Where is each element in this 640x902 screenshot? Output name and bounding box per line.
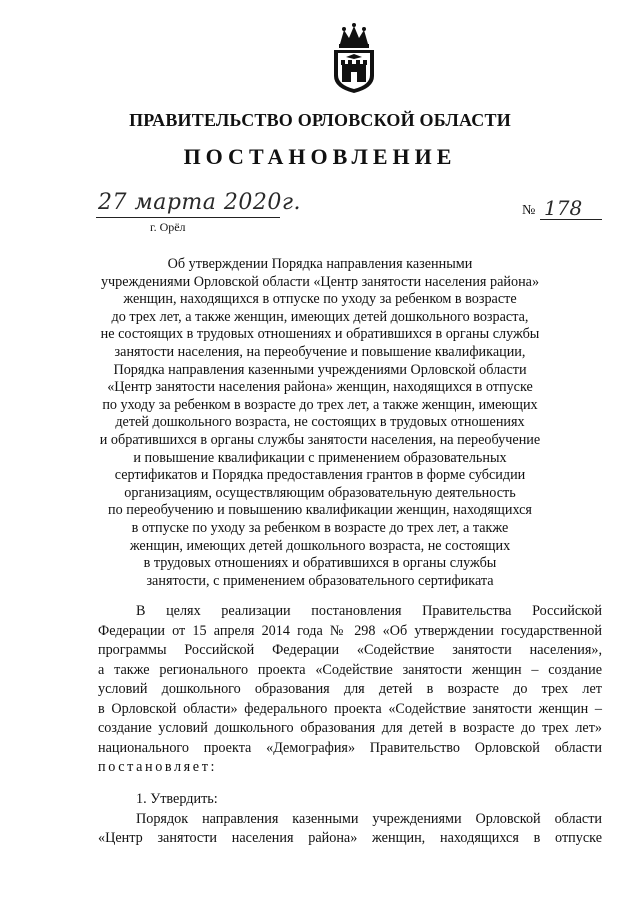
subject-line: организациям, осуществляющим образовательную деятельность [124, 484, 516, 501]
coat-of-arms-emblem [330, 22, 378, 94]
subject-line: «Центр занятости населения района» женщин, находящихся в отпуске [107, 379, 533, 396]
preamble-line: программы Российской Федерации «Содействие занятости населения», [98, 642, 602, 658]
preamble-paragraph [98, 602, 602, 778]
city-label: г. Орёл [150, 220, 186, 234]
subject-line: учреждениями Орловской области «Центр занятости населения района» [100, 273, 540, 290]
subject-line: женщин, находящихся в отпуске по уходу за ребенком в возрасте [123, 291, 517, 308]
document-type-heading: ПОСТАНОВЛЕНИЕ [183, 144, 457, 169]
date-underline [96, 217, 280, 218]
subject-line: женщин, имеющих детей дошкольного возраста, не состоящих [129, 537, 511, 554]
item-heading: 1. Утвердить: [136, 791, 218, 807]
item-line: Порядок направления казенными учреждениями Орловской области [136, 810, 602, 827]
preamble-line: Федерации от 15 апреля 2014 года № 298 «Об утверждении государственной [98, 622, 602, 639]
subject-line: по переобучению и повышению квалификации женщин, находящихся [108, 502, 532, 519]
subject-line: детей дошкольного возраста, не состоящих в трудовых отношениях [115, 414, 525, 431]
subject-line: Порядка направления казенными учреждениями Орловской области [113, 361, 527, 378]
orel-region-coat-of-arms-icon [330, 22, 378, 94]
subject-line: и обратившихся в органы службы занятости населения, на переобучение [99, 431, 541, 448]
handwritten-date: 27 марта 2020г. [98, 190, 301, 215]
decree-word: постановляет: [98, 759, 218, 775]
preamble-line: создание условий дошкольного образования для детей в возрасте до трех лет» [98, 720, 602, 736]
preamble-line: В целях реализации постановления Правительства Российской [136, 603, 602, 619]
subject-line: сертификатов и Порядка предоставления грантов в форме субсидии [114, 467, 526, 484]
preamble-line: условий дошкольного образования для детей в возрасте до трех лет [98, 681, 602, 697]
subject-line: и повышение квалификации с применением образовательных [133, 449, 507, 466]
number-underline [540, 219, 602, 220]
preamble-line: национального проекта «Демография» Правительство Орловской области [98, 739, 602, 756]
subject-line: по уходу за ребенком в возрасте до трех лет, а также женщин, имеющих [102, 396, 538, 413]
subject-line: в отпуске по уходу за ребенком в возрасте до трех лет, а также [131, 519, 509, 536]
preamble-line: а также регионального проекта «Содействие занятости женщин – создание [98, 661, 602, 678]
item-1 [98, 790, 602, 849]
document-subject [90, 256, 550, 590]
subject-line: занятости, с применением образовательного сертификата [146, 572, 494, 589]
preamble-line: в Орловской области» федерального проекта «Содействие занятости женщин – [98, 700, 602, 717]
subject-line: до трех лет, а также женщин, имеющих детей дошкольного возраста, [111, 308, 529, 325]
number-label: № [522, 203, 536, 218]
item-line: «Центр занятости населения района» женщин, находящихся в отпуске [98, 830, 602, 846]
subject-line: занятости населения, на переобучение и повышение квалификации, [114, 343, 526, 360]
handwritten-number: 178 [544, 196, 583, 220]
subject-line: Об утверждении Порядка направления казенными [167, 256, 473, 272]
subject-line: в трудовых отношениях и обратившихся в органы службы [143, 555, 497, 572]
subject-line: не состоящих в трудовых отношениях и обратившихся в органы службы [100, 326, 540, 343]
government-title: ПРАВИТЕЛЬСТВО ОРЛОВСКОЙ ОБЛАСТИ [129, 110, 511, 130]
